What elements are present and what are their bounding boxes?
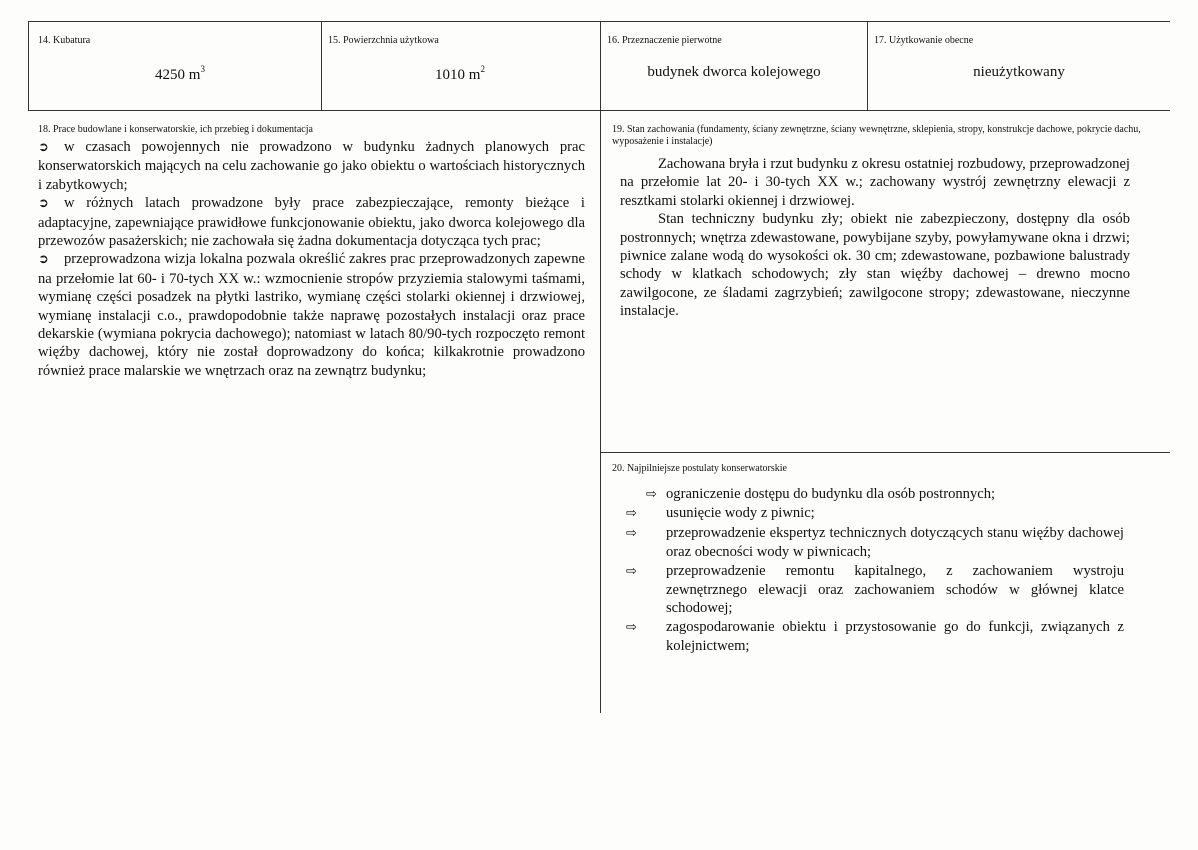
list-item: ➲ w różnych latach prowadzone były prace zabezpieczające, remonty bieżące i adaptacyjne, zapewniające prawidłowe funkcjonowanie obiektu, jako dworca kolejowego dla przewozów pasażerskich; nie zachowała się żadna dokumentacja dotycząca tych prac; — [38, 195, 585, 250]
list-item: ⇨ ograniczenie dostępu do budynku dla osób postronnych; — [646, 485, 1124, 504]
section-20-label: 20. Najpilniejsze postulaty konserwatorskie — [612, 463, 787, 474]
list-item: ⇨ przeprowadzenie ekspertyz technicznych dotyczących stanu więźby dachowej oraz obecności wody w piwnicach; — [626, 524, 1124, 561]
kubatura-value — [100, 64, 260, 84]
kubatura-unit: $m^3$ — [188, 64, 205, 83]
paragraph: Stan techniczny budynku zły; obiekt nie zabezpieczony, dostępny dla osób postronnych; wnętrza zdewastowane, powybijane szyby, powyłamywane okna i drzwi; piwnice zalane wodą do wysokości ok. 30 cm; zdewastowane, pozbawione balustrady schody w klatkach schodowych; zły stan więźby dachowej – drewno mocno zawilgocone, ze śladami zagrzybień; zawilgocone stropy; zdewastowane, nieczynne instalacje. — [620, 211, 1130, 320]
przeznaczenie-label: 16. Przeznaczenie pierwotne — [607, 35, 722, 46]
list-item: ➲ przeprowadzona wizja lokalna pozwala określić zakres prac przeprowadzonych zapewne na przełomie lat 60- i 70-tych XX w.: wzmocnienie stropów przyziemia stalowymi taśmami, wymianę części posadzek na płytki lastriko, wymianę części stolarki okiennej i drzwiowej, wymianę instalacji c.o., prawdopodobnie także naprawę pozostałych instalacji oraz prace dekarskie (wymiana pokrycia dachowego); natomiast w latach 80/90-tych rozpoczęto remont więźby dachowej, który nie został doprowadzony do końca; kilkakrotnie prowadzono również prace malarskie we wnętrzach oraz na zewnątrz budynku; — [38, 251, 585, 379]
outlined-arrow-right-icon: ⇨ — [626, 619, 637, 635]
circle-arrow-right-icon: ➲ — [38, 252, 49, 268]
section-20-body — [628, 485, 1124, 656]
list-item: ⇨ przeprowadzenie remontu kapitalnego, z zachowaniem wystroju zewnętrznego elewacji oraz zachowaniem schodów w głównej klatce schodowej; — [626, 562, 1124, 617]
circle-arrow-right-icon: ➲ — [38, 140, 49, 155]
section-19-20-divider — [600, 452, 1170, 453]
outlined-arrow-right-icon: ⇨ — [646, 487, 657, 502]
list-item: ⇨ usunięcie wody z piwnic; — [646, 504, 1124, 523]
list-item: ➲ w czasach powojennych nie prowadzono w budynku żadnych planowych prac konserwatorskich mających na celu zachowanie go jako obiektu o wartościach historycznych i zabytkowych; — [38, 139, 585, 193]
circle-arrow-right-icon: ➲ — [38, 196, 49, 212]
col-divider-2 — [600, 21, 601, 713]
row-divider — [28, 110, 1170, 111]
section-18-body — [38, 138, 585, 380]
outlined-arrow-right-icon: ⇨ — [626, 525, 637, 541]
powierzchnia-unit: $m^2$ — [468, 64, 485, 83]
top-border — [28, 21, 1170, 22]
powierzchnia-number: 1010 — [435, 67, 466, 83]
przeznaczenie-value: budynek dworca kolejowego — [647, 64, 821, 80]
section-19-label: 19. Stan zachowania (fundamenty, ściany zewnętrzne, ściany wewnętrzne, sklepienia, stropy, konstrukcje dachowe, pokrycie dachu, wyposażenie i instalacje) — [612, 124, 1141, 147]
powierzchnia-value — [380, 64, 540, 84]
outlined-arrow-right-icon: ⇨ — [626, 563, 637, 579]
col-divider-1 — [321, 21, 322, 111]
section-18-label: 18. Prace budowlane i konserwatorskie, ich przebieg i dokumentacja — [38, 124, 313, 135]
uzytkowanie-value: nieużytkowany — [973, 64, 1065, 80]
kubatura-number: 4250 — [155, 67, 186, 83]
powierzchnia-label: 15. Powierzchnia użytkowa — [328, 35, 439, 46]
left-border — [28, 21, 29, 111]
uzytkowanie-label: 17. Użytkowanie obecne — [874, 35, 974, 46]
kubatura-label: 14. Kubatura — [38, 35, 91, 46]
paragraph: Zachowana bryła i rzut budynku z okresu ostatniej rozbudowy, przeprowadzonej na przełomie lat 20- i 30-tych XX w.; zachowany wystrój zewnętrzny elewacji z resztkami stolarki okiennej i drzwiowej. — [620, 156, 1130, 209]
outlined-arrow-right-icon: ⇨ — [626, 506, 637, 522]
list-item: ⇨ zagospodarowanie obiektu i przystosowanie go do funkcji, związanych z kolejnictwem; — [626, 618, 1124, 655]
section-19-body — [620, 155, 1130, 321]
